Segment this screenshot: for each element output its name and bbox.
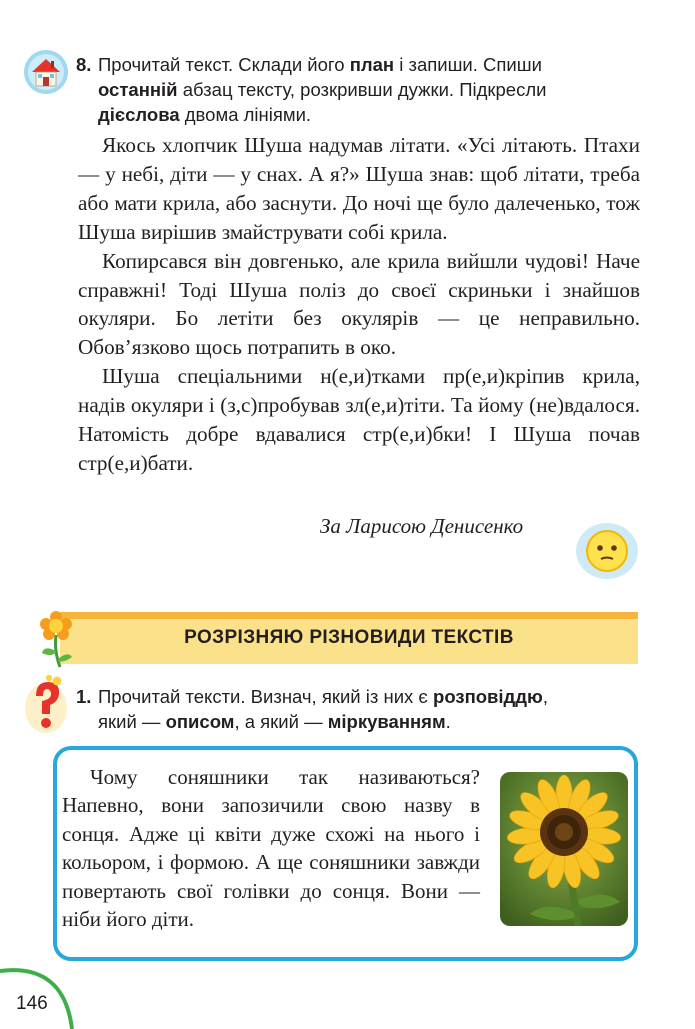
story-paragraph: Копирсався він довгенько, але крила вийшли чудові! Наче справжні! Тоді Шуша поліз до своєї скриньки і знайшов окуляри. Бо летіти без окулярів — це неправильно. Обов’язково щось потрапить в око.: [78, 248, 640, 360]
question-mark-icon: [24, 674, 68, 734]
story-paragraph: Якось хлопчик Шуша надумав літати. «Усі літають. Птахи — у небі, діти — у снах. А я?» Шуша знав: щоб літати, треба або мати крила, або заснути. До ночі ще було далеченько, тож Шуша вирішив змайструвати собі крила.: [78, 133, 640, 244]
task-number: 1.: [76, 686, 92, 707]
page-number: 146: [16, 993, 48, 1014]
text-box-paragraph: Чому соняшники так називаються? Напевно, вони запозичили свою назву в сонця. Адже ці квіти дуже схожі на нього і кольором, і формою. А ще соняшники завжди повертають свої голівки до сонця. Вони — ніби його діти.: [62, 765, 480, 932]
section-title: РОЗРІЗНЯЮ РІЗНОВИДИ ТЕКСТІВ: [184, 627, 514, 648]
house-icon: [22, 48, 70, 96]
task-instruction: Прочитай текст. Склади його план і запиши. Спиши останній абзац тексту, розкривши дужки. Підкресли дієслова двома лініями.: [98, 54, 547, 125]
task-instruction: Прочитай тексти. Визнач, який із них є розповіддю, який — описом, а який — міркуванням.: [98, 686, 548, 732]
task-number: 8.: [76, 54, 92, 75]
smiley-face-icon: [574, 521, 640, 581]
text-box-content: [62, 763, 480, 933]
story-paragraph: Шуша спеціальними н(е,и)тками пр(е,и)кріпив крила, надів окуляри і (з,с)пробував зл(е,и)тіти. Та йому (не)вдалося. Натомість добре вдавалися стр(е,и)бки! І Шуша почав стр(е,и)бати.: [78, 364, 640, 475]
story-author: За Ларисою Денисенко: [320, 514, 524, 538]
story-text: [78, 131, 640, 478]
sunflower-image: [500, 772, 628, 926]
